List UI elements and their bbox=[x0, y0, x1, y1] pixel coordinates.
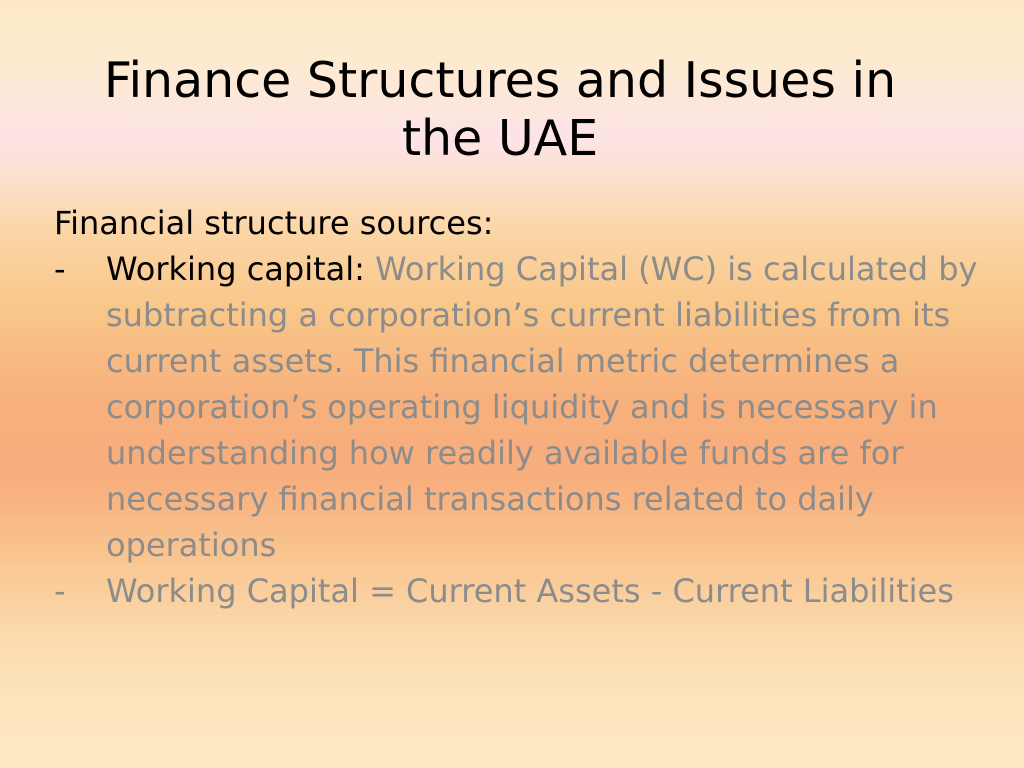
intro-text: Financial structure sources: bbox=[54, 204, 494, 242]
bullet-item-formula bbox=[54, 568, 984, 614]
bullet-text bbox=[106, 246, 984, 568]
bullet-description: Working Capital (WC) is calculated by subtracting a corporation’s current liabilities from its current assets. This financial metric determines a corporation’s operating liquidity and is necessary in understanding how readily available funds are for necessary financial transactions related to daily operations bbox=[106, 250, 978, 564]
slide-title: Finance Structures and Issues in the UAE bbox=[103, 52, 897, 167]
bullet-marker: - bbox=[54, 572, 66, 610]
bullet-lead: Working capital: bbox=[106, 250, 376, 288]
bullet-item-working-capital bbox=[54, 246, 984, 568]
bullet-formula: Working Capital = Current Assets - Current Liabilities bbox=[106, 572, 954, 610]
slide-body bbox=[54, 200, 984, 614]
bullet-marker: - bbox=[54, 250, 66, 288]
bullet-list bbox=[54, 246, 984, 614]
